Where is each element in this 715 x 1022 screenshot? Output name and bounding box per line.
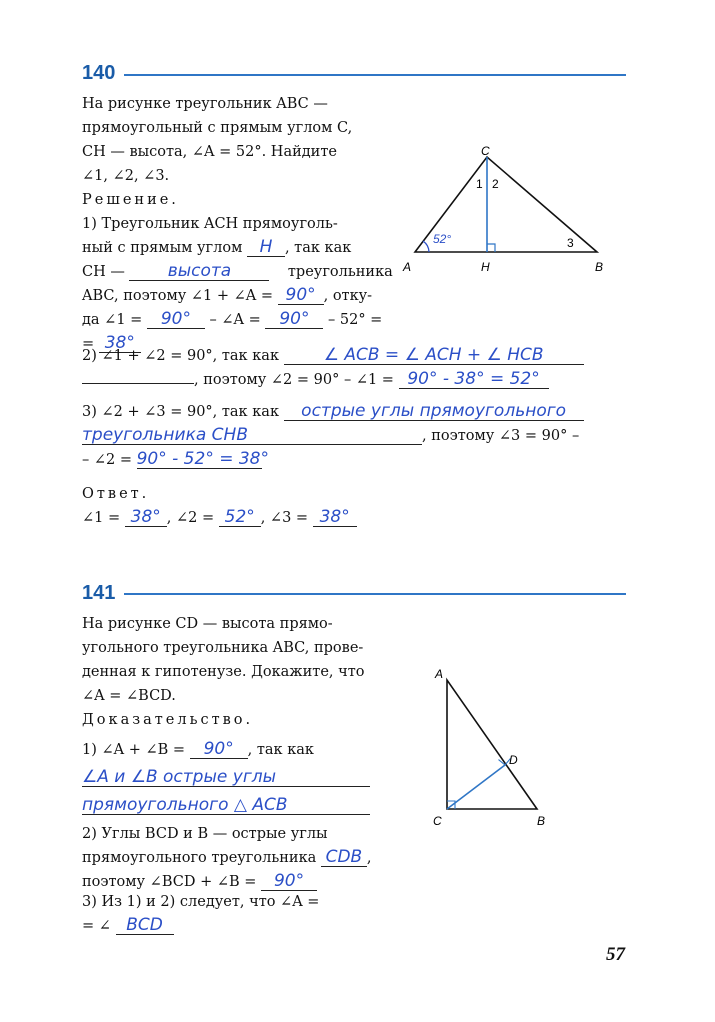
answer-blank[interactable]: 90°	[278, 286, 324, 305]
label-c: C	[433, 814, 442, 828]
answer-blank[interactable]	[82, 383, 194, 384]
label-h: H	[481, 260, 490, 274]
answer-blank[interactable]: ∠A и ∠B острые углы	[82, 768, 370, 787]
label-angle-value: 52°	[433, 232, 452, 246]
step-line: 3) Из 1) и 2) следует, что ∠A =	[82, 894, 320, 910]
problem-141-number: 141	[82, 582, 116, 604]
step-line: = ∠ BCD	[82, 914, 319, 938]
problem-line: ∠1, ∠2, ∠3.	[82, 168, 170, 184]
label-b: B	[537, 814, 546, 828]
answer-blank[interactable]: 90° - 52° = 38°	[136, 449, 269, 469]
problem-141-rule	[124, 593, 626, 595]
step-line	[82, 794, 370, 818]
problem-140-statement	[82, 92, 352, 188]
step-line: CH — высота треугольника	[82, 261, 393, 281]
answer-blank[interactable]: 38°	[125, 508, 167, 527]
step-line: 3) ∠2 + ∠3 = 90°, так как острые углы прямоугольного	[82, 400, 584, 424]
label-c: C	[481, 144, 490, 158]
figure-141-triangle	[425, 663, 560, 838]
problem-141-statement	[82, 612, 364, 708]
step-line: 1) ∠A + ∠B = 90° , так как	[82, 739, 314, 759]
answer-blank[interactable]: H	[247, 238, 285, 257]
answer-blank[interactable]: прямоугольного △ ACB	[82, 796, 370, 815]
step-line: ный с прямым углом H , так как	[82, 237, 352, 257]
angle-arc	[423, 241, 429, 252]
step-line: , поэтому ∠2 = 90° – ∠1 = 90° - 38° = 52°	[82, 368, 584, 392]
solution-step-1	[82, 212, 393, 356]
label-a: A	[435, 667, 444, 681]
answer-blank[interactable]: 90° - 38° = 52°	[399, 370, 549, 389]
step-line: 2) Углы BCD и B — острые углы	[82, 826, 328, 842]
answer-blank[interactable]: высота	[129, 262, 269, 281]
answer-blank[interactable]: 90°	[265, 310, 323, 329]
problem-line: угольного треугольника ABC, прове-	[82, 640, 364, 656]
problem-line: На рисунке CD — высота прямо-	[82, 616, 333, 632]
label-angle-2: 2	[492, 177, 499, 191]
step-line: да ∠1 = 90° – ∠A = 90° – 52° =	[82, 309, 383, 329]
right-angle-mark	[487, 244, 495, 252]
answer-blank[interactable]: 90°	[147, 310, 205, 329]
step-line: ABC, поэтому ∠1 + ∠A = 90° , отку-	[82, 285, 373, 305]
answer-blank[interactable]: острые углы прямоугольного	[284, 402, 584, 421]
label-angle-3: 3	[567, 236, 574, 250]
answer-blank[interactable]: треугольника CHB	[82, 426, 422, 445]
proof-step-1	[82, 738, 370, 818]
label-b: B	[595, 260, 604, 274]
triangle-abc	[447, 680, 537, 809]
step-line: прямоугольного треугольника CDB ,	[82, 847, 372, 867]
answer-blank[interactable]: BCD	[116, 916, 174, 935]
answer-blank[interactable]: CDB	[321, 848, 367, 867]
step-line: поэтому ∠BCD + ∠B = 90°	[82, 870, 372, 894]
label-angle-1: 1	[476, 177, 483, 191]
answer-blank[interactable]: 90°	[190, 740, 248, 759]
answer-blank[interactable]: 90°	[261, 872, 317, 891]
problem-line: прямоугольный с прямым углом C,	[82, 120, 353, 136]
step-line: 2) ∠1 + ∠2 = 90°, так как ∠ ACB = ∠ ACH + ∠ HCB	[82, 344, 584, 368]
step-line	[82, 766, 370, 790]
altitude-cd	[447, 765, 505, 809]
answer-blank[interactable]: 38°	[313, 508, 357, 527]
step-line: треугольника CHB , поэтому ∠3 = 90° –	[82, 425, 580, 445]
label-a: A	[403, 260, 412, 274]
step-line: 1) Треугольник ACH прямоуголь-	[82, 216, 338, 232]
proof-step-3	[82, 890, 319, 938]
problem-140-number: 140	[82, 62, 116, 84]
label-d: D	[509, 753, 518, 767]
solution-step-2	[82, 344, 584, 392]
solution-step-3	[82, 400, 584, 472]
proof-step-2	[82, 822, 372, 894]
answer-line: ∠1 = 38° , ∠2 = 52° , ∠3 = 38°	[82, 506, 357, 530]
step-line: – ∠2 = 90° - 52° = 38°	[82, 449, 269, 469]
figure-140-triangle	[395, 140, 620, 280]
step-line: = 38°	[82, 332, 393, 356]
answer-blank[interactable]: ∠ ACB = ∠ ACH + ∠ HCB	[284, 346, 584, 365]
solution-title: Решение.	[82, 192, 179, 208]
proof-title: Доказательство.	[82, 712, 254, 728]
problem-line: денная к гипотенузе. Докажите, что	[82, 664, 365, 680]
answer-blank[interactable]: 38°	[99, 334, 141, 353]
page-number: 57	[606, 944, 625, 965]
problem-140-rule	[124, 74, 626, 76]
problem-line: CH — высота, ∠A = 52°. Найдите	[82, 144, 337, 160]
problem-line: На рисунке треугольник ABC —	[82, 96, 328, 112]
problem-line: ∠A = ∠BCD.	[82, 688, 176, 704]
answer-title: Ответ.	[82, 486, 150, 502]
answer-blank[interactable]: 52°	[219, 508, 261, 527]
